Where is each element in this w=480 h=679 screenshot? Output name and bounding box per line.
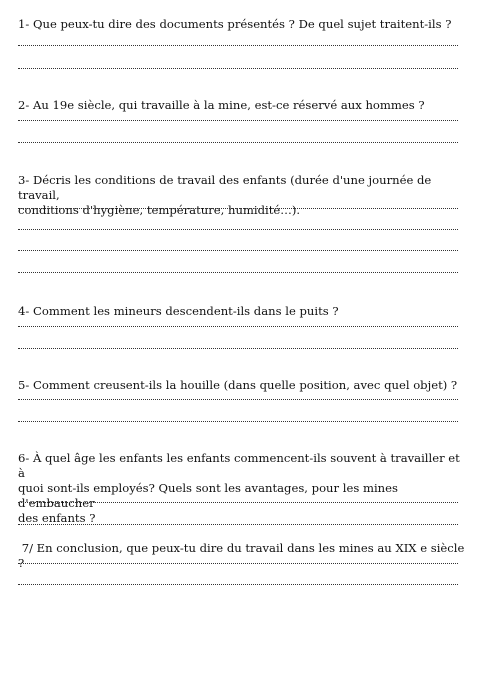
answer-line[interactable]	[18, 229, 458, 230]
answer-line[interactable]	[18, 250, 458, 251]
question-4: 4- Comment les mineurs descendent-ils dans le puits ?	[18, 304, 339, 318]
answer-line[interactable]	[18, 326, 458, 327]
answer-line[interactable]	[18, 348, 458, 349]
answer-line[interactable]	[18, 563, 458, 564]
answer-line[interactable]	[18, 584, 458, 585]
answer-line[interactable]	[18, 120, 458, 121]
answer-line[interactable]	[18, 399, 458, 400]
question-3: 3- Décris les conditions de travail des enfants (durée d'une journée de travail, conditions d'hygiène, température, humidité…).	[18, 173, 432, 217]
answer-line[interactable]	[18, 68, 458, 69]
question-6: 6- À quel âge les enfants les enfants commencent-ils souvent à travailler et à quoi sont-ils employés? Quels sont les avantages, pour les mines d'embaucher des enfants ?	[18, 451, 460, 525]
answer-line[interactable]	[18, 45, 458, 46]
question-1: 1- Que peux-tu dire des documents présentés ? De quel sujet traitent-ils ?	[18, 17, 452, 31]
answer-line[interactable]	[18, 524, 458, 525]
question-5: 5- Comment creusent-ils la houille (dans quelle position, avec quel objet) ?	[18, 378, 458, 392]
question-2: 2- Au 19e siècle, qui travaille à la mine, est-ce réservé aux hommes ?	[18, 98, 425, 112]
answer-line[interactable]	[18, 421, 458, 422]
answer-line[interactable]	[18, 502, 458, 503]
question-7: 7/ En conclusion, que peux-tu dire du travail dans les mines au XIX e siècle ?	[18, 541, 469, 570]
answer-line[interactable]	[18, 272, 458, 273]
answer-line[interactable]	[18, 142, 458, 143]
answer-line[interactable]	[18, 208, 458, 209]
